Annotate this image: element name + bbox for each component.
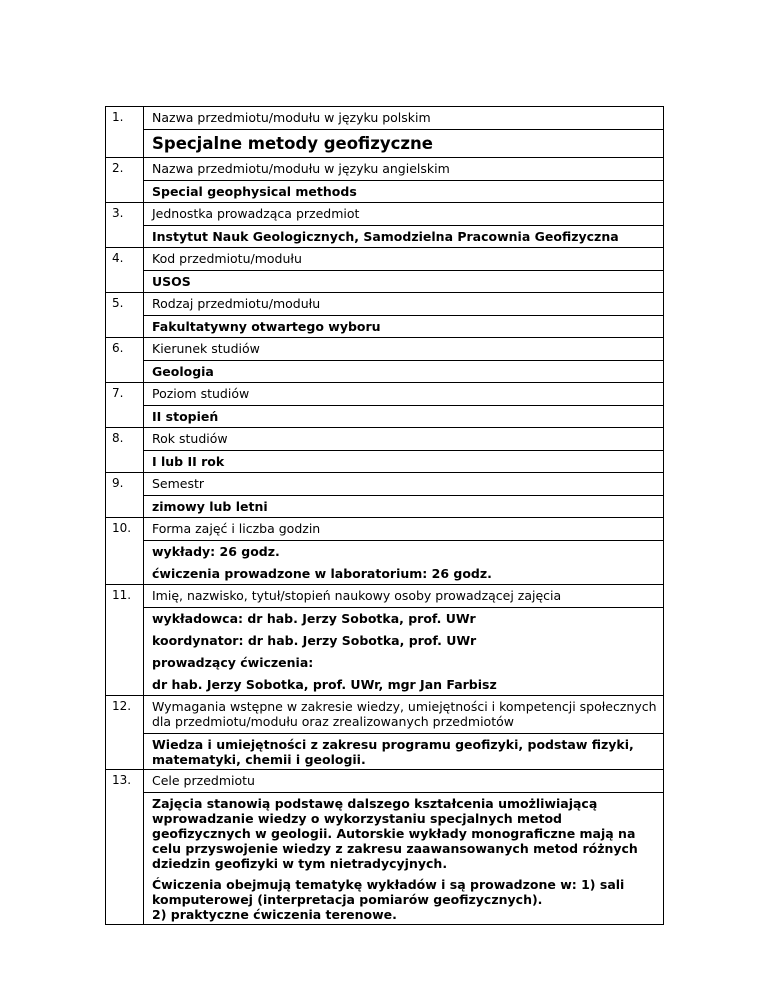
row-content — [144, 203, 664, 248]
field-value — [144, 130, 663, 157]
field-label: Jednostka prowadząca przedmiot — [144, 203, 663, 226]
table-row — [106, 203, 664, 248]
row-number: 2. — [106, 158, 144, 203]
row-content — [144, 293, 664, 338]
field-value — [144, 181, 663, 202]
field-label: Cele przedmiotu — [144, 770, 663, 793]
row-content — [144, 696, 664, 770]
field-value — [144, 406, 663, 427]
row-content — [144, 585, 664, 696]
table-row — [106, 158, 664, 203]
row-content — [144, 248, 664, 293]
row-content — [144, 158, 664, 203]
semester: zimowy lub letni — [152, 499, 268, 514]
table-row — [106, 770, 664, 925]
lecturer: wykładowca: dr hab. Jerzy Sobotka, prof. UWr — [152, 611, 476, 626]
row-content — [144, 473, 664, 518]
course-title-en: Special geophysical methods — [152, 184, 357, 199]
row-number: 13. — [106, 770, 144, 925]
field-value — [144, 451, 663, 472]
row-number: 4. — [106, 248, 144, 293]
field-label: Kod przedmiotu/modułu — [144, 248, 663, 271]
table-row — [106, 293, 664, 338]
row-content — [144, 518, 664, 585]
row-number: 5. — [106, 293, 144, 338]
field-label: Nazwa przedmiotu/modułu w języku angielskim — [144, 158, 663, 181]
table-row — [106, 585, 664, 696]
row-content — [144, 107, 664, 158]
field-of-study: Geologia — [152, 364, 214, 379]
row-content — [144, 383, 664, 428]
course-objectives: Zajęcia stanowią podstawę dalszego kształcenia umożliwiającą wprowadzanie wiedzy o wykorzystaniu specjalnych metod geofizycznych w geologii. Autorskie wykłady monograficzne mają na celu przyswojenie wiedzy z zakresu zaawansowanych metod różnych dziedzin geofizyki w tym nietradycyjnych. — [152, 796, 638, 871]
course-title-pl: Specjalne metody geofizyczne — [152, 134, 433, 153]
field-label: Forma zajęć i liczba godzin — [144, 518, 663, 541]
field-value — [144, 496, 663, 517]
row-number: 6. — [106, 338, 144, 383]
lab-hours: ćwiczenia prowadzone w laboratorium: 26 godz. — [152, 566, 492, 581]
course-code: USOS — [152, 274, 191, 289]
field-value — [144, 734, 663, 769]
field-label: Rok studiów — [144, 428, 663, 451]
coordinator: koordynator: dr hab. Jerzy Sobotka, prof. UWr — [152, 633, 477, 648]
field-value — [144, 541, 663, 584]
field-value — [144, 793, 663, 924]
table-row — [106, 696, 664, 770]
row-number: 11. — [106, 585, 144, 696]
course-type: Fakultatywny otwartego wyboru — [152, 319, 381, 334]
row-number: 12. — [106, 696, 144, 770]
row-content — [144, 428, 664, 473]
table-row — [106, 338, 664, 383]
field-value — [144, 316, 663, 337]
table-row — [106, 383, 664, 428]
field-value — [144, 226, 663, 247]
course-description-table — [105, 106, 664, 925]
row-number: 7. — [106, 383, 144, 428]
field-value — [144, 361, 663, 382]
study-year: I lub II rok — [152, 454, 225, 469]
row-number: 3. — [106, 203, 144, 248]
prerequisites: Wiedza i umiejętności z zakresu programu geofizyki, podstaw fizyki, matematyki, chemii i geologii. — [152, 737, 634, 767]
table-row — [106, 428, 664, 473]
field-label: Wymagania wstępne w zakresie wiedzy, umiejętności i kompetencji społecznych dla przedmiotu/modułu oraz zrealizowanych przedmiotów — [144, 696, 663, 734]
table-row — [106, 518, 664, 585]
table-row — [106, 248, 664, 293]
study-level: II stopień — [152, 409, 219, 424]
unit-name: Instytut Nauk Geologicznych, Samodzielna Pracownia Geofizyczna — [152, 229, 619, 244]
field-value — [144, 608, 663, 695]
exercise-leaders: dr hab. Jerzy Sobotka, prof. UWr, mgr Jan Farbisz — [152, 677, 497, 692]
field-label: Semestr — [144, 473, 663, 496]
field-label: Kierunek studiów — [144, 338, 663, 361]
lecture-hours: wykłady: 26 godz. — [152, 544, 280, 559]
row-number: 1. — [106, 107, 144, 158]
row-content — [144, 338, 664, 383]
row-number: 8. — [106, 428, 144, 473]
exercise-leaders-heading: prowadzący ćwiczenia: — [152, 655, 314, 670]
row-number: 9. — [106, 473, 144, 518]
field-label: Rodzaj przedmiotu/modułu — [144, 293, 663, 316]
table-row — [106, 473, 664, 518]
table-row — [106, 107, 664, 158]
field-label: Imię, nazwisko, tytuł/stopień naukowy osoby prowadzącej zajęcia — [144, 585, 663, 608]
field-label: Poziom studiów — [144, 383, 663, 406]
field-label: Nazwa przedmiotu/modułu w języku polskim — [144, 107, 663, 130]
row-content — [144, 770, 664, 925]
exercise-description: Ćwiczenia obejmują tematykę wykładów i są prowadzone w: 1) sali komputerowej (interpretacja pomiarów geofizycznych). 2) praktyczne ćwiczenia terenowe. — [152, 877, 625, 922]
row-number: 10. — [106, 518, 144, 585]
field-value — [144, 271, 663, 292]
